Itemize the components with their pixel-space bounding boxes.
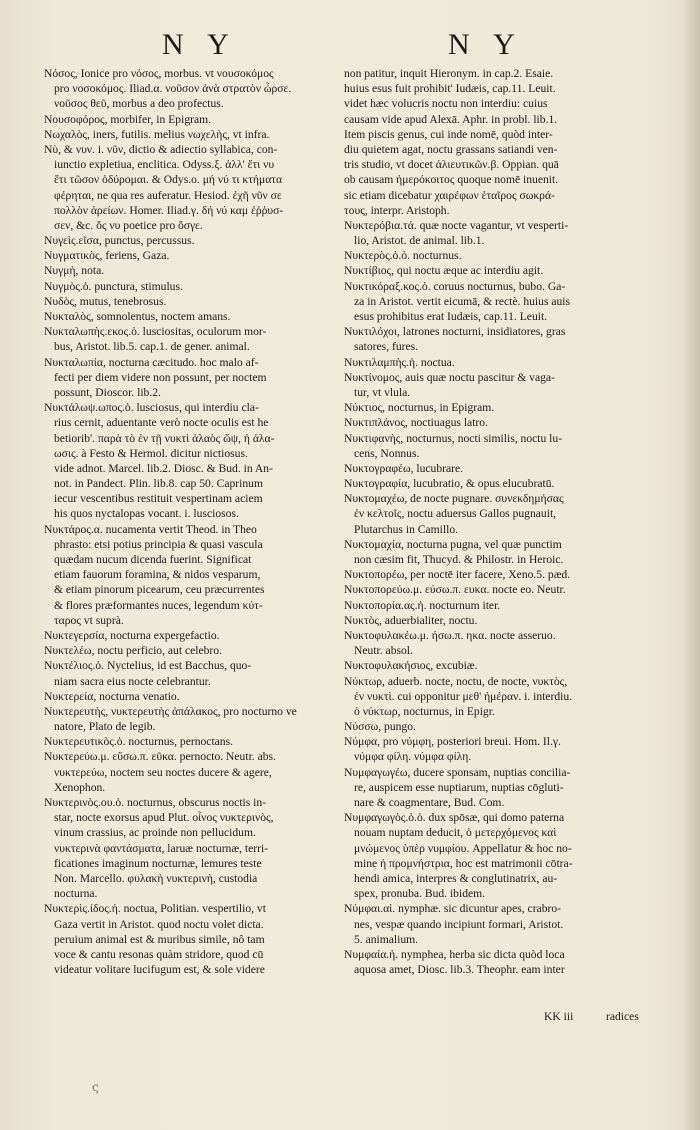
text-line: non patitur, inquit Hieronym. in cap.2. Esaie. — [344, 67, 554, 80]
text-line: Νυκτεγερσία, nocturna expergefactio. — [44, 628, 220, 642]
text-line: cens, Nonnus. — [354, 446, 420, 460]
text-line: Νυκτερευτικὸς.ὁ. nocturnus, pernoctans. — [44, 735, 234, 749]
text-line: Νύσσω, pungo. — [344, 720, 416, 734]
text-line: ὁ νύκτωρ, nocturnus, in Epigr. — [354, 704, 495, 718]
text-line: tris studio, vt docet ἀλιευτικῶν.β. Oppian. quā — [344, 158, 559, 172]
text-line: iecur vescentibus restituit vespertinam aciem — [54, 492, 263, 506]
text-line: σεν, &c. ὅς νυ poetice pro ὅσγε. — [54, 218, 203, 232]
text-line: quædam nucum dicenda fuerint. Significat — [54, 553, 252, 566]
text-line: hendi amica, interpres & conglutinatrix, au- — [354, 871, 558, 885]
text-line: Νυκτάρος.α. nucamenta vertit Theod. in Theo — [44, 522, 257, 536]
text-line: Νυκτέλιος.ὁ. Nyctelius, id est Bacchus, quo- — [44, 659, 252, 673]
text-line: peruium animal est & muribus simile, nô tam — [54, 932, 265, 946]
text-line: Νυκτιλόχοι, latrones nocturni, insidiatores, gras — [344, 325, 566, 339]
text-line: ἔτι τῶσον ὀδύρομαι. & Odys.ο. μή νύ τι κτήματα — [54, 173, 283, 187]
text-line: Νυγμὸς.ὁ. punctura, stimulus. — [44, 279, 183, 293]
text-line: νύμφα φίλη. νύμφα φίλη. — [354, 750, 472, 764]
text-line: Νυκτερεύω.μ. εὔσω.π. εῦκα. pernocto. Neutr. abs. — [44, 750, 276, 764]
text-line: Νυκτελέω, noctu perficio, aut celebro. — [44, 644, 222, 658]
text-line: Νυκτερευτὴς, νυκτερευτὴς ἀπάλακος, pro nocturno ve — [44, 704, 297, 718]
text-line: star, nocte exorsus apud Plut. οἶνος νυκτερινὸς, — [54, 811, 274, 825]
text-line: Νυμφαία.ἡ. nymphea, herba sic dicta quòd loca — [344, 947, 565, 961]
text-line: lio, Aristot. de animal. lib.1. — [354, 234, 485, 248]
text-line: Νυκτιλαμπὴς.ἡ. noctua. — [344, 355, 455, 369]
text-line: vide adnot. Marcel. lib.2. Diosc. & Bud. in An- — [54, 461, 273, 475]
text-line: Νυκτογραφέω, lucubrare. — [344, 461, 464, 475]
text-line: Νυκτομαχία, nocturna pugna, vel quæ punctim — [344, 537, 562, 551]
text-line: & flores præformantes nuces, legendum κύτ- — [54, 598, 263, 612]
signature-mark: KK iii — [544, 1010, 574, 1023]
text-line: natore, Plato de legib. — [54, 720, 156, 734]
gutter-shadow — [682, 0, 700, 1130]
text-line: Neutr. absol. — [354, 644, 413, 658]
running-head-right: N Υ — [448, 28, 523, 61]
left-column — [44, 66, 344, 977]
text-line: re, auspicem esse nuptiarum, nuptias cōgluti- — [354, 780, 564, 794]
text-line: Νυκτίβιος, qui noctu æque ac interdiu agit. — [344, 264, 544, 278]
text-line: rius cernit, aduentante verò nocte oculis est he — [54, 416, 269, 430]
text-line: Νυκτίνομος, auis quæ noctu pascitur & vaga- — [344, 370, 555, 384]
text-line: phrasto: etsi potius principia & quasi vascula — [54, 537, 263, 551]
text-line: Non. Marcello. φυλακὴ νυκτερινὴ, custodia — [54, 871, 258, 885]
text-line: μνώμενος ὑπὲρ νυμφίου. Appellatur & hoc no- — [354, 841, 572, 855]
text-line: Νυκτοπορέω, per noctē iter facere, Xeno.5. pæd. — [344, 568, 571, 582]
text-line: videt hæc volucris noctu non interdiu: cuius — [344, 97, 548, 111]
text-line: esus prohibitus erat Iudæis, cap.11. Leuit. — [354, 310, 548, 323]
text-line: Νυγεὶς.εῖσα, punctus, percussus. — [44, 234, 195, 248]
text-line: tur, vt vlula. — [354, 385, 411, 399]
text-line: diu quietem agat, noctu grassans satiandi ven- — [344, 142, 558, 156]
text-line: mine ἡ προμνήστρια, hoc est matrimonii cōtra- — [354, 856, 573, 870]
text-line: Νυκτερὸς.ὁ.ὁ. nocturnus. — [344, 249, 462, 263]
text-line: & etiam pinorum picearum, ceu præcurrentes — [54, 583, 265, 597]
text-line: aquosa amet, Diosc. lib.3. Theophr. eam inter — [354, 963, 565, 977]
text-line: betiorib'. παρὰ τὸ ἐν τῇ νυκτὶ ἀλαὸς ὤψ, ἡ ἀλα- — [54, 431, 275, 445]
text-line: voce & cantu resonas quàm stridore, quod cū — [54, 947, 264, 961]
text-line: causam vide apud Alexā. Aphr. in probl. lib.1. — [344, 112, 558, 126]
text-line: Νυκτὸς, aduerbialiter, noctu. — [344, 613, 478, 627]
text-line: Gaza vertit in Aristot. quod noctu volet dicta. — [54, 917, 264, 931]
catchword: radices — [606, 1010, 639, 1023]
text-line: Νύμφα, pro νύμφη, posteriori breui. Hom. Il.γ. — [344, 735, 561, 749]
text-line: Νυκταλωπὴς.εκος.ὁ. lusciositas, oculorum mor- — [44, 325, 267, 339]
text-line: nocturna. — [54, 887, 98, 901]
text-line: Νυκτερινὸς.ου.ὁ. nocturnus, obscurus noctis in- — [44, 796, 267, 809]
text-line: Νυκταλὸς, somnolentus, noctem amans. — [44, 310, 231, 323]
text-line: pro νοσοκόμος. Iliad.α. νοῦσον ἀνὰ στρατὸν ὦρσε. — [54, 82, 292, 96]
text-line: Νυκτιφανὴς, nocturnus, nocti similis, noctu lu- — [344, 431, 563, 445]
text-line: Νυκτογραφία, lucubratio, & opus elucubratū. — [344, 477, 555, 491]
text-line: Νυκτικόραξ.κος.ὁ. coruus nocturnus, bubo. Ga- — [344, 279, 566, 293]
text-line: Νυκτομαχέω, de nocte pugnare. συνεκδημήσας — [344, 492, 564, 506]
text-line: iunctio expletiua, enclitica. Odyss.ξ. ἀλλ' ἔτι νυ — [54, 158, 275, 172]
text-line: za in Aristot. vertit eicumā, & rectè. huius auis — [354, 294, 571, 308]
text-line: nouam nuptam deducit, ὁ μετερχόμενος καὶ — [354, 826, 557, 840]
text-line: ἐν κελτοῖς, noctu aduersus Gallos pugnauit, — [354, 507, 557, 521]
text-line: sic etiam dicebatur χαιρέφων ἑταῖρος σωκρά- — [344, 188, 555, 202]
text-line: Νυκτοφυλακέω.μ. ήσω.π. ηκα. nocte asseruo. — [344, 628, 556, 642]
text-line: Νυγματικὸς, feriens, Gaza. — [44, 249, 170, 263]
text-line: 5. animalium. — [354, 932, 419, 946]
text-line: Νωχαλὸς, iners, futilis. melius νωχελὴς, vt infra. — [44, 127, 270, 141]
text-line: ωσις. à Festo & Hermol. dicitur nictiosus. — [54, 446, 248, 460]
text-line: huius esus fuit prohibit' Iudæis, cap.11. Leuit. — [344, 82, 556, 96]
text-line: ταρος vt suprà. — [54, 613, 124, 627]
text-line: nes, vespæ quando incipiunt formari, Aristot. — [354, 917, 564, 931]
text-line: Plutarchus in Camillo. — [354, 522, 459, 536]
text-line: his quos nyctalopas vocant. i. lusciosos. — [54, 507, 239, 521]
text-line: Νυκταλωπία, nocturna cæcitudo. hoc malo af- — [44, 355, 259, 369]
text-line: νυκτερεύω, noctem seu noctes ducere & agere, — [54, 765, 272, 779]
text-line: Νυκτοπορεύω.μ. εύσω.π. ευκα. nocte eo. Neutr. — [344, 583, 566, 597]
text-line: possunt, Dioscor. lib.2. — [54, 385, 161, 399]
text-line: satores, fures. — [354, 340, 419, 354]
text-line: Νύκτιος, nocturnus, in Epigram. — [344, 401, 495, 415]
text-line: Νυκτοφυλακήσιος, excubiæ. — [344, 659, 478, 673]
text-line: non cæsim fit, Thucyd. & Philostr. in Heroic. — [354, 553, 564, 566]
text-line: not. in Pandect. Plin. lib.8. cap 50. Caprinum — [54, 477, 263, 491]
text-line: πολλὸν ἀρείων. Homer. Iliad.γ. δή νύ καμ ἐῤῥυσ- — [54, 203, 284, 217]
text-line: ἐν νυκτὶ. cui opponitur μεθ' ἡμέραν. i. interdiu. — [354, 689, 573, 703]
text-line: etiam fauorum foramina, & nidos vesparum, — [54, 568, 261, 582]
text-line: Νυκτερὶς.ίδος.ἡ. noctua, Politian. vespertilio, vt — [44, 902, 266, 916]
text-line: Νυκτοπορία.ας.ἡ. nocturnum iter. — [344, 598, 501, 612]
text-line: νυκτερινὰ φαντάσματα, laruæ nocturnæ, terri- — [54, 841, 269, 855]
text-line: spex, pronuba. Bud. ibidem. — [354, 887, 486, 901]
marginal-mark: ς — [92, 1080, 99, 1094]
text-line: Xenophon. — [54, 780, 106, 794]
text-line: Νὺ, & νυν. i. νῦν, dictio & adiectio syllabica, con- — [44, 142, 278, 156]
text-line: niam sacra eius nocte celebrantur. — [54, 674, 211, 688]
text-line: Νυμφαγωγὸς.ὁ.ὁ. dux spōsæ, qui domo paterna — [344, 811, 565, 825]
text-line: Νύκτωρ, aduerb. nocte, noctu, de nocte, νυκτὸς, — [344, 674, 568, 688]
text-line: φέρηται, ne qua res auferatur. Hesiod. ἐχῆ νῦν σε — [54, 188, 282, 202]
text-line: νοῦσος θεῦ, morbus a deo profectus. — [54, 97, 224, 111]
text-line: Νυμφαγωγέω, ducere sponsam, nuptias concilia- — [344, 765, 571, 779]
text-line: Item piscis genus, cui inde nomē, quòd inter- — [344, 127, 553, 141]
running-head-left: N Υ — [162, 28, 237, 61]
text-line: Νόσος, Ionice pro νόσος, morbus. vt νουσοκόμος — [44, 67, 274, 80]
text-line: vinum crassius, ac proinde non pellucidum. — [54, 826, 256, 840]
text-line: nare & coagmentare, Bud. Com. — [354, 796, 505, 809]
text-line: τους, interpr. Aristoph. — [344, 203, 450, 217]
text-line: Νουσοφόρος, morbifer, in Epigram. — [44, 112, 212, 126]
text-line: bus, Aristot. lib.5. cap.1. de gener. animal. — [54, 340, 250, 354]
text-line: ficationes imaginum nocturnæ, lemures teste — [54, 856, 262, 870]
text-line: Νυκτερεία, nocturna venatio. — [44, 689, 180, 703]
text-line: ob causam ἡμερόκοιτος quoque nomē inuenit. — [344, 173, 559, 187]
text-line: Νυκτερόβια.τά. quæ nocte vagantur, vt vesperti- — [344, 218, 569, 232]
text-line: Νύμφαι.αἱ. nymphæ. sic dicuntur apes, crabro- — [344, 902, 562, 916]
right-column — [344, 66, 650, 977]
text-line: Νυδὸς, mutus, tenebrosus. — [44, 294, 167, 308]
text-line: Νυγμὴ, nota. — [44, 264, 105, 278]
text-line: Νυκτάλωψ.ωπος.ὁ. lusciosus, qui interdiu cla- — [44, 401, 259, 415]
text-line: fecti per diem videre non possunt, per noctem — [54, 370, 267, 384]
text-line: Νυκτιπλάνος, noctiuagus latro. — [344, 416, 488, 430]
text-line: videatur volitare lucifugum est, & sole videre — [54, 963, 265, 977]
